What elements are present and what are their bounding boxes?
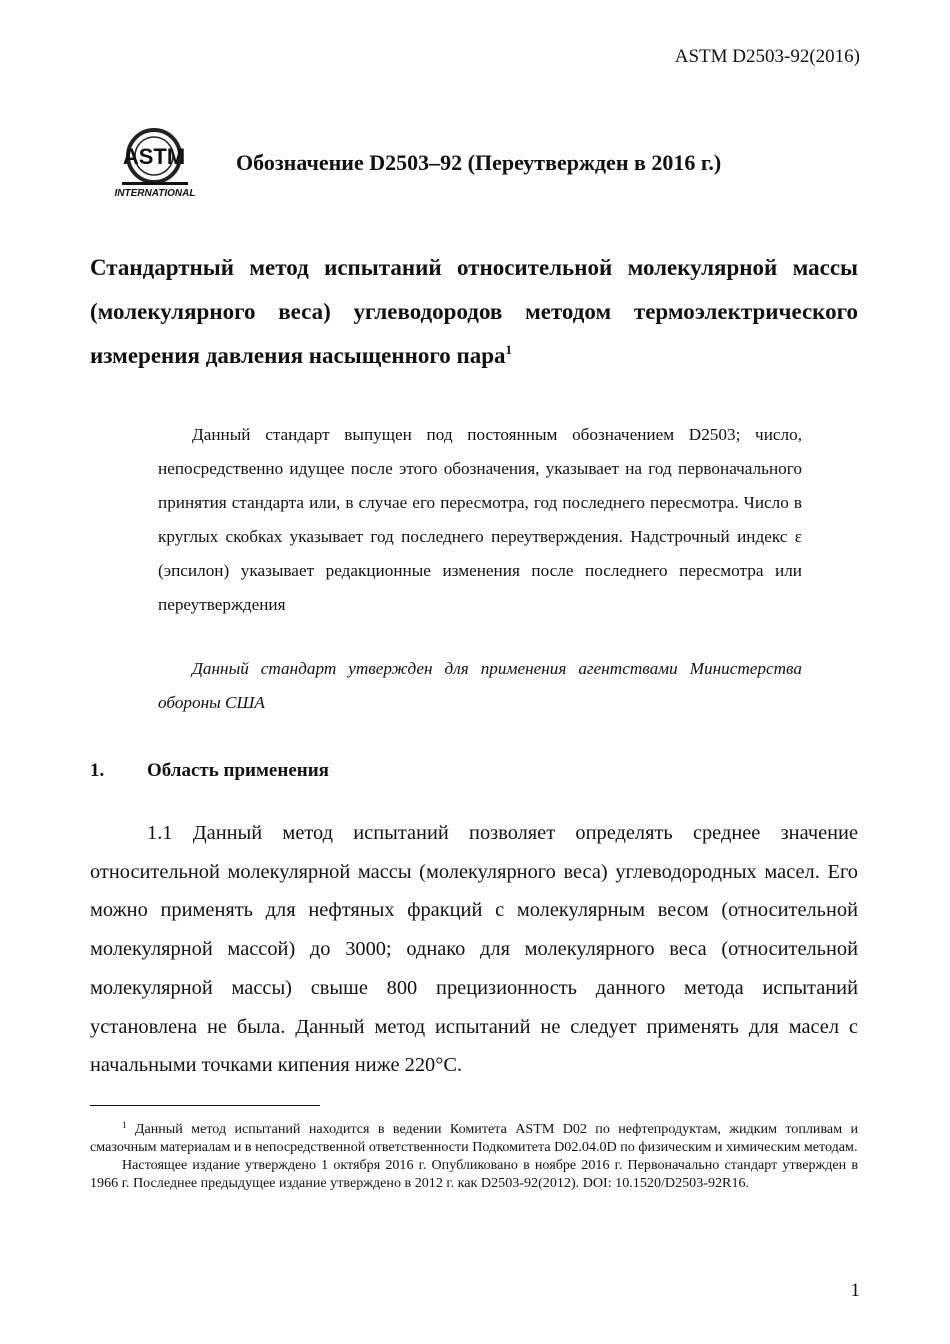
logo-wordmark: ASTM	[122, 144, 186, 169]
designation: Обозначение D2503–92 (Переутвержден в 2016 г.)	[236, 150, 722, 175]
running-header: ASTM D2503-92(2016)	[674, 46, 860, 67]
footnotes	[90, 1120, 858, 1192]
footnote-divider	[90, 1105, 320, 1106]
title-text: Стандартный метод испытаний относительной молекулярной массы (молекулярного веса) углеводородов методом термоэлектрического измерения давления насыщенного пара	[90, 255, 858, 368]
title-footnote-ref[interactable]: 1	[505, 342, 513, 357]
section-title: Область применения	[147, 760, 329, 781]
footnote-1-continued: Настоящее издание утверждено 1 октября 2016 г. Опубликовано в ноябре 2016 г. Первоначально стандарт утвержден в 1966 г. Последнее предыдущее издание утверждено в 2012 г. как D2503-92(2012). DOI: 10.1520/D2503-92R16.	[90, 1157, 858, 1191]
logo-label: INTERNATIONAL	[114, 188, 196, 199]
standard-notice: Данный стандарт выпущен под постоянным обозначением D2503; число, непосредственно идущее после этого обозначения, указывает на год первоначального принятия стандарта или, в случае его пересмотра, год последнего пересмотра. Число в круглых скобках указывает год последнего переутверждения. Надстрочный индекс ε (эпсилон) указывает редакционные изменения после последнего пересмотра или переутверждения	[158, 425, 802, 614]
dod-approval-note: Данный стандарт утвержден для применения агентствами Министерства обороны США	[158, 659, 802, 712]
section-number: 1.	[90, 760, 105, 781]
footnote-1-text: Данный метод испытаний находится в ведении Комитета ASTM D02 по нефтепродуктам, жидким топливам и смазочным материалам и в непосредственной ответственности Подкомитета D02.04.0D по физическим и химическим методам.	[90, 1121, 858, 1155]
section-heading	[90, 760, 329, 782]
paragraph-1-1: 1.1 Данный метод испытаний позволяет определять среднее значение относительной молекулярной массы (молекулярного веса) углеводородных масел. Его можно применять для нефтяных фракций с молекулярным весом (относительной молекулярной массой) до 3000; однако для молекулярного веса (относительной молекулярной массы) свыше 800 прецизионность данного метода испытаний установлена не была. Данный метод испытаний не следует применять для масел с начальными точками кипения ниже 220°C.	[90, 822, 858, 1077]
footnote-marker: 1	[122, 1120, 127, 1130]
page-title	[90, 246, 858, 378]
footnote-1	[90, 1120, 858, 1156]
page-number: 1	[850, 1280, 860, 1301]
astm-international-logo-icon	[112, 126, 198, 200]
